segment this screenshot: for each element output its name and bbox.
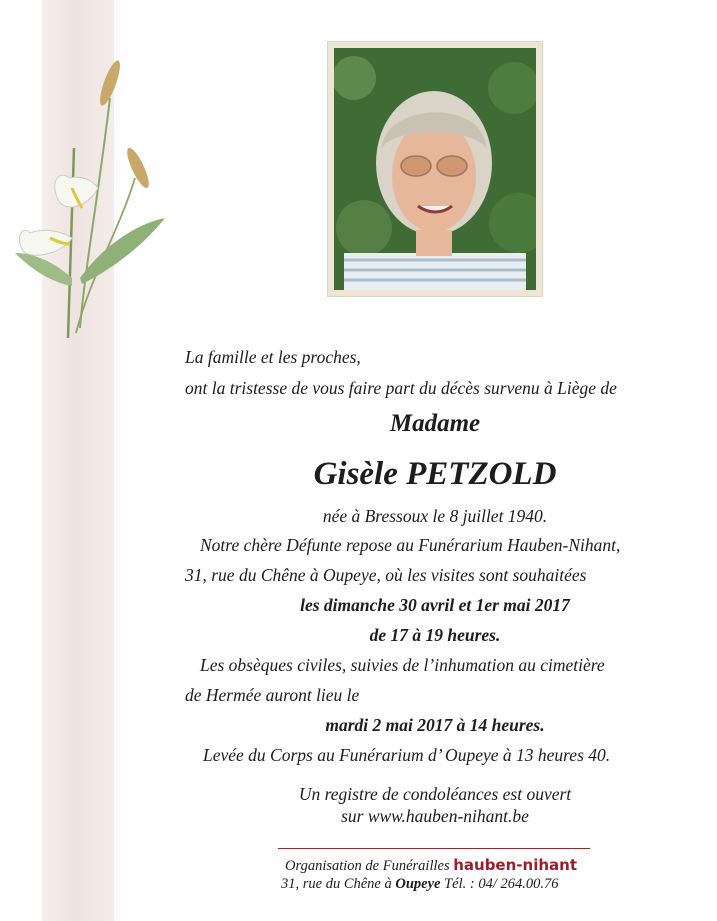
register-line-1: Un registre de condoléances est ouvert: [298, 784, 572, 804]
birth-line: née à Bressoux le 8 juillet 1940.: [322, 506, 548, 526]
ceremony-datetime: mardi 2 mai 2017 à 14 heures.: [325, 715, 545, 735]
deceased-name: Gisèle PETZOLD: [313, 456, 557, 492]
register-line-2: sur www.hauben-nihant.be: [341, 806, 529, 826]
rest-line-2: 31, rue du Chêne à Oupeye, où les visites sont souhaitées: [185, 565, 587, 585]
lily-wheat-icon: [10, 28, 170, 348]
intro-line-1: La famille et les proches,: [185, 347, 361, 367]
visit-hours: de 17 à 19 heures.: [369, 625, 501, 645]
visit-dates: les dimanche 30 avril et 1er mai 2017: [300, 595, 570, 615]
ceremony-line-1: Les obsèques civiles, suivies de l’inhumation au cimetière: [200, 655, 605, 675]
footer-address-prefix: 31, rue du Chêne à: [281, 876, 392, 892]
footer-org-line: [285, 856, 577, 875]
footer-org-prefix: Organisation de Funérailles: [285, 858, 450, 874]
salutation: Madame: [389, 410, 481, 437]
footer-brand: hauben-nihant: [453, 856, 577, 874]
levee-line: Levée du Corps au Funérarium d’ Oupeye à 13 heures 40.: [203, 745, 611, 765]
ceremony-line-2: de Hermée auront lieu le: [185, 685, 360, 705]
portrait-photo: [334, 48, 536, 290]
portrait-frame: [328, 42, 542, 296]
footer-phone: Tél. : 04/ 264.00.76: [444, 876, 559, 892]
footer-divider: [278, 848, 590, 849]
rest-line-1: Notre chère Défunte repose au Funérarium Hauben-Nihant,: [200, 535, 621, 555]
intro-line-2: ont la tristesse de vous faire part du décès survenu à Liège de: [185, 378, 617, 398]
footer-address-line: [281, 876, 558, 893]
footer-address-city: Oupeye: [395, 876, 441, 892]
